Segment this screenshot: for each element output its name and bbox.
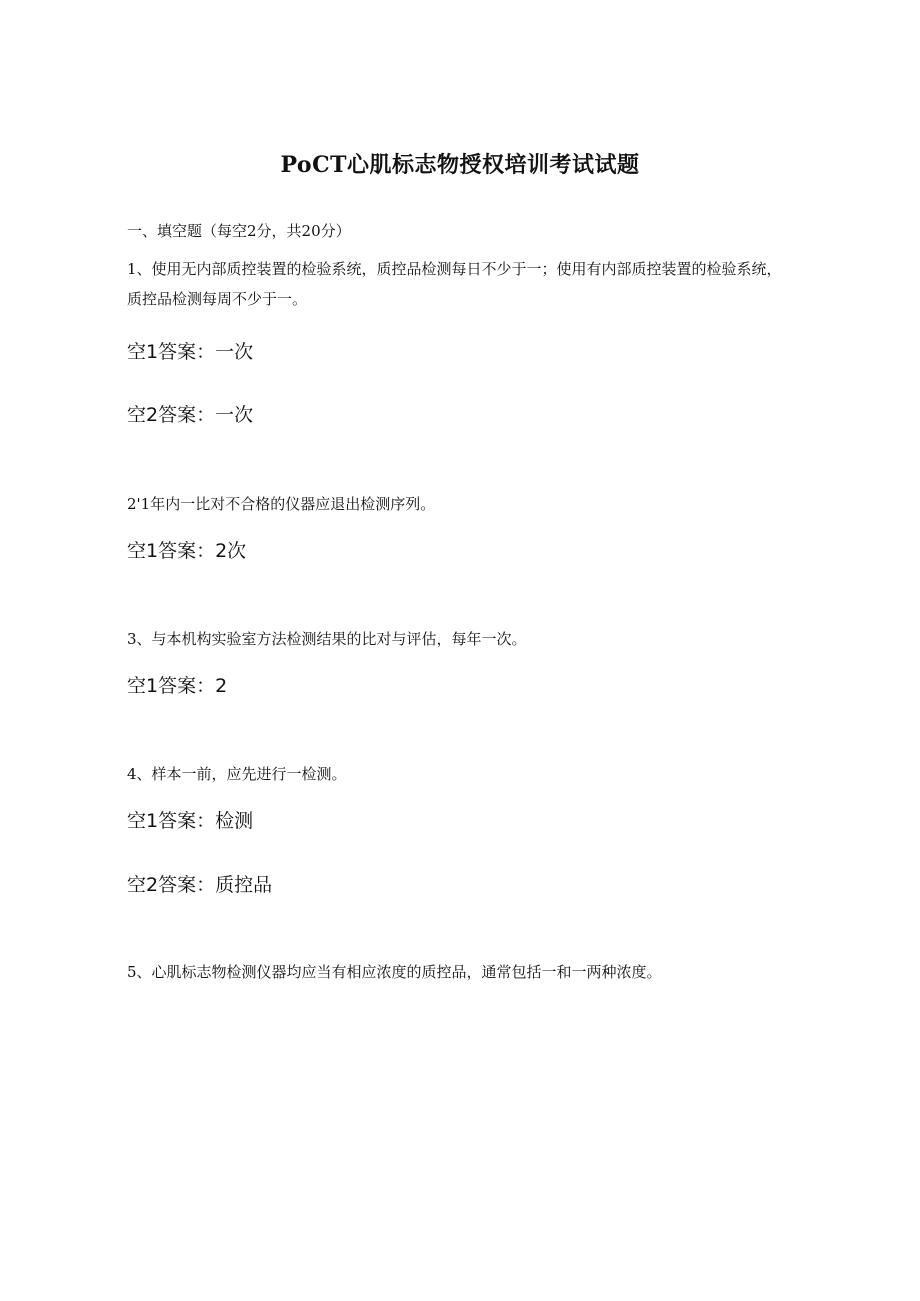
question-2-answer-1: 空1答案：2次 xyxy=(127,540,247,562)
document-title: PoCT心肌标志物授权培训考试试题 xyxy=(280,152,640,178)
question-4-answer-1: 空1答案：检测 xyxy=(127,810,254,832)
question-3-answer-1: 空1答案：2 xyxy=(127,675,228,697)
question-2: 2'1年内一比对不合格的仪器应退出检测序列。 xyxy=(127,495,436,513)
section-heading: 一、填空题（每空2分，共20分） xyxy=(127,222,351,240)
question-1: 1、使用无内部质控装置的检验系统，质控品检测每日不少于一；使用有内部质控装置的检验系统，质控品检测每周不少于一。 xyxy=(127,260,782,308)
question-5: 5、心肌标志物检测仪器均应当有相应浓度的质控品，通常包括一和一两种浓度。 xyxy=(127,963,662,981)
question-4-answer-2: 空2答案：质控品 xyxy=(127,874,273,896)
question-1-answer-2: 空2答案：一次 xyxy=(127,404,254,426)
question-3: 3、与本机构实验室方法检测结果的比对与评估，每年一次。 xyxy=(127,630,527,648)
question-4: 4、样本一前，应先进行一检测。 xyxy=(127,765,347,783)
question-1-answer-1: 空1答案：一次 xyxy=(127,341,254,363)
